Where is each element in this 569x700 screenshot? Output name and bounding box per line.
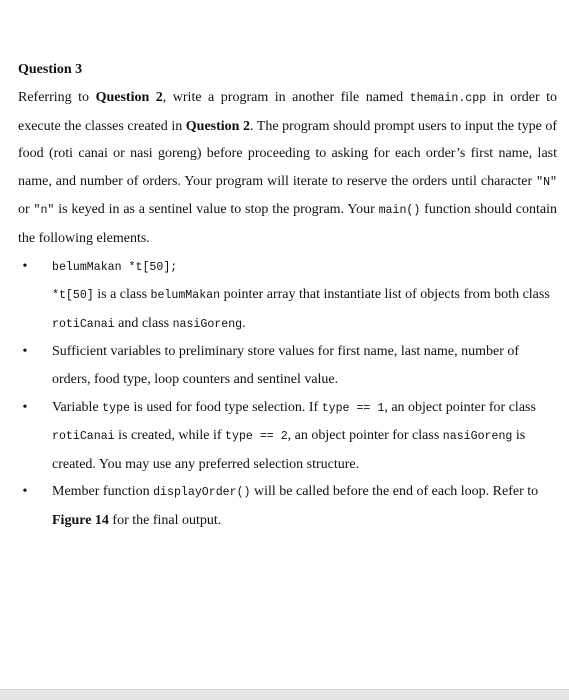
intro-text: or (18, 202, 34, 218)
intro-code-filename: themain.cpp (409, 92, 487, 105)
intro-text: function should contain the following elements. (18, 202, 557, 246)
intro-code: "n" (33, 204, 55, 218)
list-item (18, 478, 557, 534)
item-text: Member function (52, 484, 154, 500)
item-code: rotiCanai (52, 430, 115, 444)
item-text: for the final output. (108, 512, 222, 528)
item-code: nasiGoreng (172, 317, 243, 331)
item-code: rotiCanai (52, 317, 115, 331)
item-text: Variable (52, 399, 103, 415)
intro-text: , write a program in another file named (162, 90, 410, 105)
item-text: is used for food type selection. If (130, 399, 322, 415)
question-title: Question 3 (18, 62, 83, 77)
item-text: is created, while if (114, 428, 226, 444)
item-code: belumMakan (150, 289, 221, 303)
item-code: displayOrder() (153, 486, 251, 500)
item-text: is created. You may use any preferred selection structure. (52, 428, 526, 472)
item-text: , an object pointer for class (384, 399, 536, 415)
item-text: Sufficient variables to preliminary store values for first name, last name, number of orders, food type, loop counters and sentinel value. (52, 344, 520, 387)
list-item (18, 253, 557, 282)
intro-paragraph (18, 84, 557, 253)
item-code: *t[50] (52, 289, 94, 303)
intro-bold: Question 2 (95, 90, 163, 105)
intro-code-main: main() (378, 204, 421, 218)
intro-text: in order to execute the classes created in (18, 90, 558, 134)
intro-text: Referring to (18, 90, 96, 105)
list-item (18, 338, 557, 393)
bullet-icon: • (22, 399, 28, 415)
item-bold: Figure 14 (52, 512, 109, 528)
intro-text: is keyed in as a sentinel value to stop the program. Your (54, 202, 379, 218)
bottom-bar (0, 689, 569, 700)
list-item-subtext (52, 281, 557, 338)
item-text: will be called before the end of each loop. Refer to (250, 484, 539, 500)
requirements-list (18, 338, 557, 534)
item-code: type == 2 (225, 430, 288, 444)
item-text: is a class (93, 287, 151, 303)
bullet-icon: • (22, 258, 28, 274)
item-code: nasiGoreng (442, 430, 513, 444)
item-code: belumMakan *t[50]; (52, 260, 178, 274)
item-text: . (242, 315, 246, 331)
item-text: , an object pointer for class (287, 428, 443, 444)
intro-code: "N" (536, 175, 557, 189)
bullet-icon: • (22, 484, 28, 500)
requirements-list (18, 253, 557, 282)
item-text: pointer array that instantiate list of objects from both class (220, 287, 550, 303)
item-code: type == 1 (321, 401, 385, 415)
intro-text: . The program should prompt users to input the type of food (roti canai or nasi goreng) before proceeding to asking for each order’s first name, last name, and number of orders. Your program will iterate to reserve the orders until character (18, 118, 557, 189)
item-text: and class (114, 315, 173, 331)
bullet-icon: • (22, 344, 28, 360)
list-item (18, 394, 557, 479)
intro-bold: Question 2 (185, 118, 250, 134)
item-code: type (102, 401, 130, 415)
